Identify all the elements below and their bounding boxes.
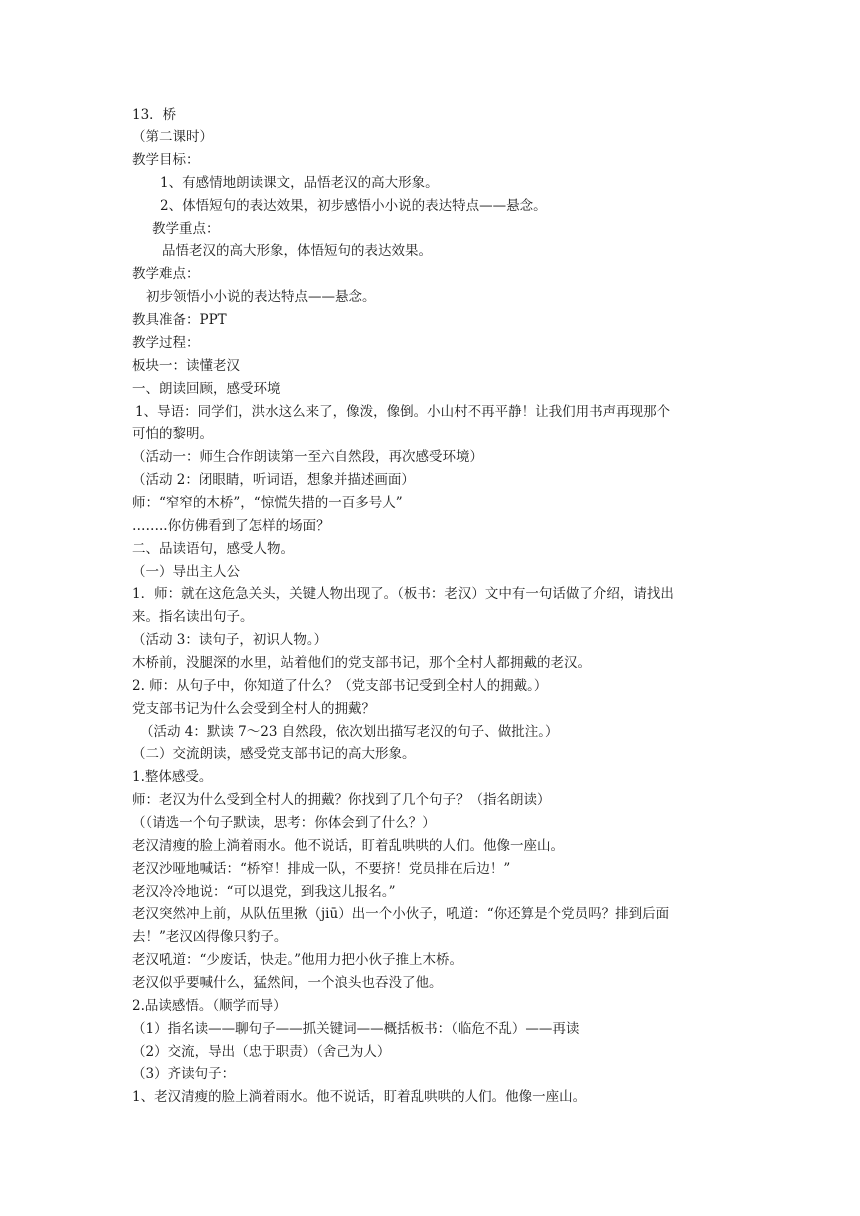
step-item: （2）交流，导出（忠于职责）（舍己为人） <box>132 1044 391 1060</box>
subsection-heading: （二）交流朗读，感受党支部书记的高大形象。 <box>132 746 416 762</box>
subsection-heading: 二、品读语句，感受人物。 <box>132 541 294 557</box>
objective-item: 2、体悟短句的表达效果，初步感悟小小说的表达特点——悬念。 <box>160 198 547 214</box>
quoted-sentence: 老汉突然冲上前，从队伍里揪（jiū）出一个小伙子，吼道：“你还算是个党员吗？排到后面 <box>132 906 670 922</box>
activity-note: （活动 4：默读 7～23 自然段，依次划出描写老汉的句子、做批注。） <box>140 724 559 740</box>
paragraph: 1、导语：同学们，洪水这么来了，像泼，像倒。小山村不再平静！让我们用书声再现那个 <box>135 404 671 420</box>
quoted-sentence: 老汉吼道：“少废话，快走。”他用力把小伙子推上木桥。 <box>132 952 464 968</box>
paragraph: 师：老汉为什么受到全村人的拥戴？你找到了几个句子？（指名朗读） <box>132 792 551 808</box>
paragraph: 可怕的黎明。 <box>132 426 213 442</box>
paragraph: 品悟老汉的高大形象，体悟短句的表达效果。 <box>162 243 432 259</box>
step-item: （1）指名读——聊句子——抓关键词——概括板书：（临危不乱）——再读 <box>132 1021 580 1037</box>
subsection-heading: 一、朗读回顾，感受环境 <box>132 381 281 397</box>
section-heading: 教学目标： <box>132 152 200 168</box>
objective-item: 1、有感情地朗读课文，品悟老汉的高大形象。 <box>160 175 439 191</box>
paragraph: 2. 师：从句子中，你知道了什么？（党支部书记受到全村人的拥戴。） <box>132 678 548 694</box>
activity-note: （活动 3：读句子，初识人物。） <box>132 632 328 648</box>
paragraph: 来。指名读出句子。 <box>132 609 254 625</box>
quoted-sentence: 老汉沙哑地喊话：“桥窄！排成一队，不要挤！党员排在后边！” <box>132 861 511 877</box>
activity-note: （活动 2：闭眼睛，听词语，想象并描述画面） <box>132 472 415 488</box>
quoted-sentence: 老汉冷冷地说：“可以退党，到我这儿报名。” <box>132 884 396 900</box>
section-heading: 教学难点： <box>132 266 200 282</box>
quoted-sentence: 老汉清瘦的脸上淌着雨水。他不说话，盯着乱哄哄的人们。他像一座山。 <box>132 838 564 854</box>
paragraph: ……..你仿佛看到了怎样的场面？ <box>132 518 330 534</box>
paragraph: 师：“窄窄的木桥”，“惊慌失措的一百多号人” <box>132 495 403 511</box>
paragraph: 初步领悟小小说的表达特点——悬念。 <box>146 289 376 305</box>
section-heading: 教具准备：PPT <box>132 312 227 328</box>
quoted-sentence: 老汉似乎要喊什么，猛然间，一个浪头也吞没了他。 <box>132 975 443 991</box>
step-item: （3）齐读句子： <box>132 1066 236 1082</box>
section-heading: 教学重点： <box>152 221 220 237</box>
block-heading: 板块一：读懂老汉 <box>132 358 240 374</box>
paragraph: 1．师：就在这危急关头，关键人物出现了。（板书：老汉）文中有一句话做了介绍，请找出 <box>132 586 674 602</box>
subsection-heading: 2.品读感悟。（顺学而导） <box>132 998 287 1014</box>
lesson-title: 13．桥 <box>132 107 177 123</box>
quoted-sentence: 去！”老汉凶得像只豹子。 <box>132 929 288 945</box>
quoted-sentence: 1、老汉清瘦的脸上淌着雨水。他不说话，盯着乱哄哄的人们。他像一座山。 <box>132 1089 587 1105</box>
lesson-period: （第二课时） <box>132 129 213 145</box>
activity-note: （活动一：师生合作朗读第一至六自然段，再次感受环境） <box>132 449 483 465</box>
quoted-sentence: 木桥前，没腿深的水里，站着他们的党支部书记，那个全村人都拥戴的老汉。 <box>132 655 591 671</box>
paragraph: 党支部书记为什么会受到全村人的拥戴？ <box>132 701 375 717</box>
section-heading: 教学过程： <box>132 335 200 351</box>
subsection-heading: 1.整体感受。 <box>132 769 213 785</box>
subsection-heading: （一）导出主人公 <box>132 564 240 580</box>
activity-note: （（请选一个句子默读，思考：你体会到了什么？） <box>132 815 436 831</box>
